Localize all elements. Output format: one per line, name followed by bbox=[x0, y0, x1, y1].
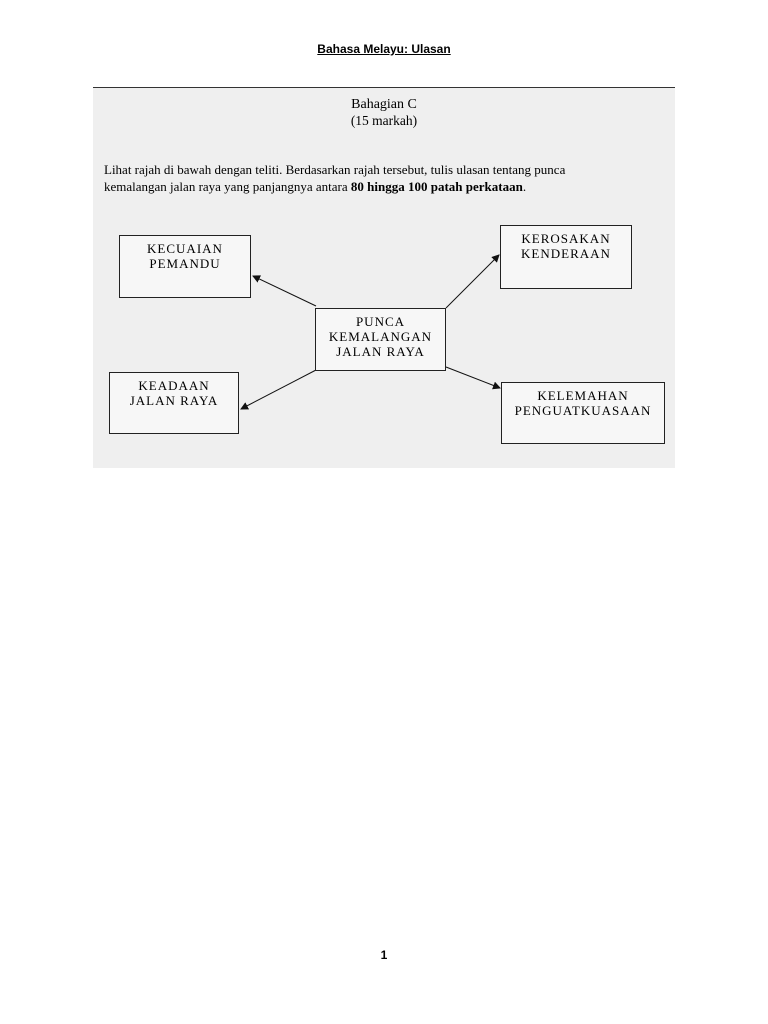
node-label: JALAN RAYA bbox=[129, 393, 219, 408]
node-center-punca bbox=[315, 308, 446, 371]
arrow-to-kecuaian bbox=[253, 276, 316, 306]
section-marks: (15 markah) bbox=[350, 113, 418, 128]
arrow-to-kelemahan bbox=[446, 367, 500, 388]
node-label: KENDERAAN bbox=[521, 246, 611, 261]
page-number: 1 bbox=[380, 948, 388, 962]
node-keadaan-jalan-raya bbox=[109, 372, 239, 434]
node-label: PEMANDU bbox=[149, 256, 221, 271]
section-title: Bahagian C bbox=[351, 97, 417, 112]
node-label: KEADAAN bbox=[138, 378, 210, 393]
node-label: PENGUATKUASAAN bbox=[514, 403, 652, 418]
node-label: PUNCA bbox=[355, 314, 406, 329]
node-kerosakan-kenderaan bbox=[500, 225, 632, 289]
node-kecuaian-pemandu bbox=[119, 235, 251, 298]
instructions-line-2-period: . bbox=[522, 179, 527, 194]
node-label: KELEMAHAN bbox=[537, 388, 629, 403]
node-label: KEMALANGAN bbox=[328, 329, 433, 344]
word-count-requirement: 80 hingga 100 patah perkataan bbox=[350, 179, 523, 194]
node-label: KECUAIAN bbox=[147, 241, 223, 256]
instructions-line-2-text: kemalangan jalan raya yang panjangnya antara bbox=[104, 179, 351, 194]
arrow-to-keadaan bbox=[241, 370, 316, 409]
node-label: JALAN RAYA bbox=[336, 344, 425, 359]
page-header: Bahasa Melayu: Ulasan bbox=[317, 42, 451, 56]
arrow-to-kerosakan bbox=[446, 255, 499, 308]
instructions-line-1: Lihat rajah di bawah dengan teliti. Berdasarkan rajah tersebut, tulis ulasan tentang punca bbox=[104, 162, 566, 177]
question-scan bbox=[93, 87, 675, 468]
node-label: KEROSAKAN bbox=[521, 231, 611, 246]
node-kelemahan-penguatkuasaan bbox=[501, 382, 665, 444]
